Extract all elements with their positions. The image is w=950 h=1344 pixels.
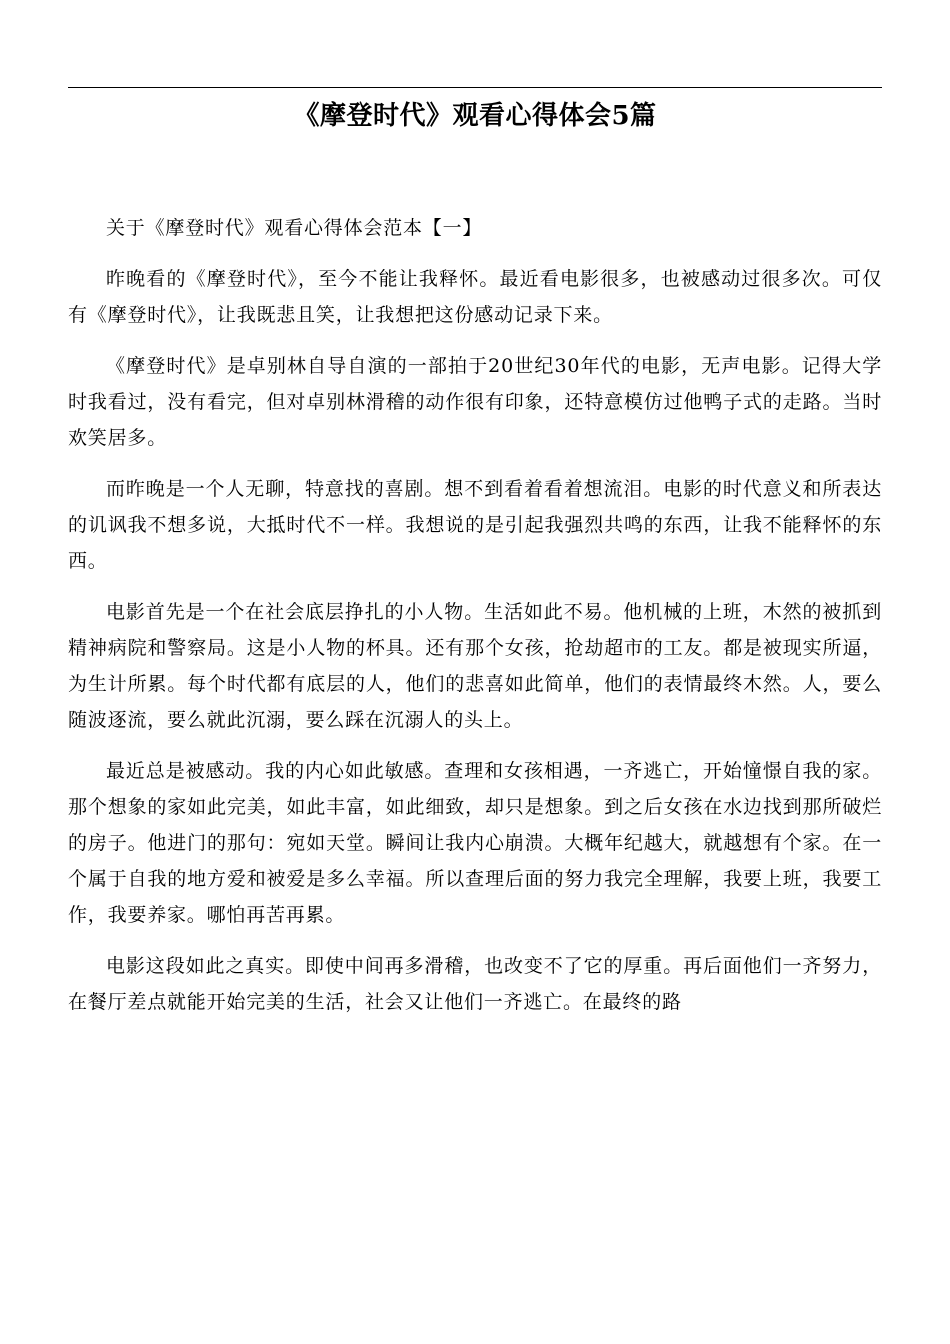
body-paragraph: 而昨晚是一个人无聊，特意找的喜剧。想不到看着看着想流泪。电影的时代意义和所表达的讥讽我不想多说，大抵时代不一样。我想说的是引起我强烈共鸣的东西，让我不能释怀的东西。: [68, 478, 882, 572]
header-rule: [68, 87, 882, 88]
body-paragraph: 电影首先是一个在社会底层挣扎的小人物。生活如此不易。他机械的上班，木然的被抓到精神病院和警察局。这是小人物的杯具。还有那个女孩，抢劫超市的工友。都是被现实所逼，为生计所累。每个时代都有底层的人，他们的悲喜如此简单，他们的表情最终木然。人，要么随波逐流，要么就此沉溺，要么踩在沉溺人的头上。: [68, 601, 882, 731]
section-heading: 关于《摩登时代》观看心得体会范本【一】: [106, 217, 483, 239]
body-paragraph: 最近总是被感动。我的内心如此敏感。查理和女孩相遇，一齐逃亡，开始憧憬自我的家。那个想象的家如此完美，如此丰富，如此细致，却只是想象。到之后女孩在水边找到那所破烂的房子。他进门的那句：宛如天堂。瞬间让我内心崩溃。大概年纪越大，就越想有个家。在一个属于自我的地方爱和被爱是多么幸福。所以查理后面的努力我完全理解，我要上班，我要工作，我要养家。哪怕再苦再累。: [68, 760, 882, 926]
body-paragraph: 《摩登时代》是卓别林自导自演的一部拍于20世纪30年代的电影，无声电影。记得大学时我看过，没有看完，但对卓别林滑稽的动作很有印象，还特意模仿过他鸭子式的走路。当时欢笑居多。: [68, 355, 882, 449]
document-body: [68, 210, 882, 1035]
document-title: 《摩登时代》观看心得体会5篇: [293, 101, 657, 131]
body-paragraph: 昨晚看的《摩登时代》，至今不能让我释怀。最近看电影很多，也被感动过很多次。可仅有《摩登时代》，让我既悲且笑，让我想把这份感动记录下来。: [68, 268, 882, 326]
body-paragraph: 电影这段如此之真实。即使中间再多滑稽，也改变不了它的厚重。再后面他们一齐努力，在餐厅差点就能开始完美的生活，社会又让他们一齐逃亡。在最终的路: [68, 955, 882, 1013]
